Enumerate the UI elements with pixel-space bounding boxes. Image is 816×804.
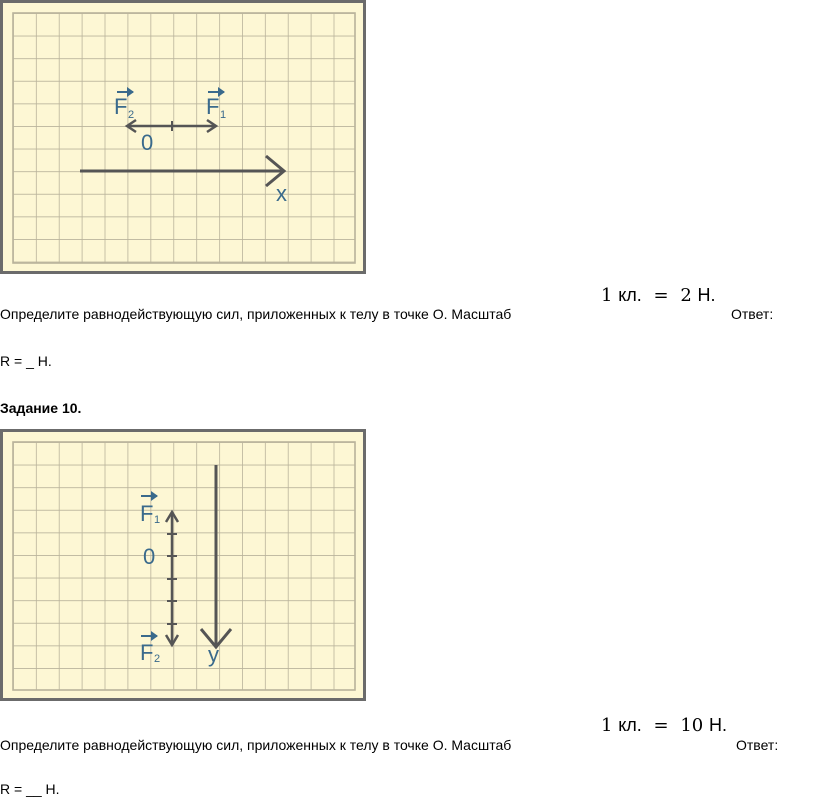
problem10-scale: 1 кл. = 10 Н. — [601, 715, 727, 736]
svg-text:1: 1 — [154, 514, 161, 526]
grid — [13, 13, 355, 263]
problem10-figure — [0, 429, 366, 701]
origin-label: 0 — [141, 130, 154, 155]
svg-text:F: F — [140, 501, 154, 526]
svg-text:2: 2 — [128, 109, 135, 121]
svg-text:F: F — [140, 640, 154, 665]
svg-text:F: F — [114, 94, 128, 119]
svg-text:2: 2 — [154, 653, 161, 665]
problem10-question: Определите равнодействующую сил, приложенных к телу в точке О. Масштаб — [0, 737, 512, 753]
y-axis-label: y — [208, 642, 219, 667]
origin-label: 0 — [143, 544, 156, 569]
problem10-answer-label: Ответ: — [736, 737, 779, 753]
grid — [13, 442, 355, 690]
x-axis-label: x — [276, 181, 287, 206]
problem9-scale: 1 кл. = 2 Н. — [601, 285, 716, 306]
problem9-question: Определите равнодействующую сил, приложенных к телу в точке О. Масштаб — [0, 306, 512, 322]
problem9-answer-label: Ответ: — [731, 306, 774, 322]
svg-text:F: F — [206, 94, 220, 119]
problem10-heading: Задание 10. — [0, 400, 82, 416]
problem10-answer: R = __ Н. — [0, 781, 60, 797]
svg-text:1: 1 — [220, 109, 227, 121]
problem9-figure — [0, 0, 366, 274]
problem9-answer: R = _ Н. — [0, 353, 52, 369]
